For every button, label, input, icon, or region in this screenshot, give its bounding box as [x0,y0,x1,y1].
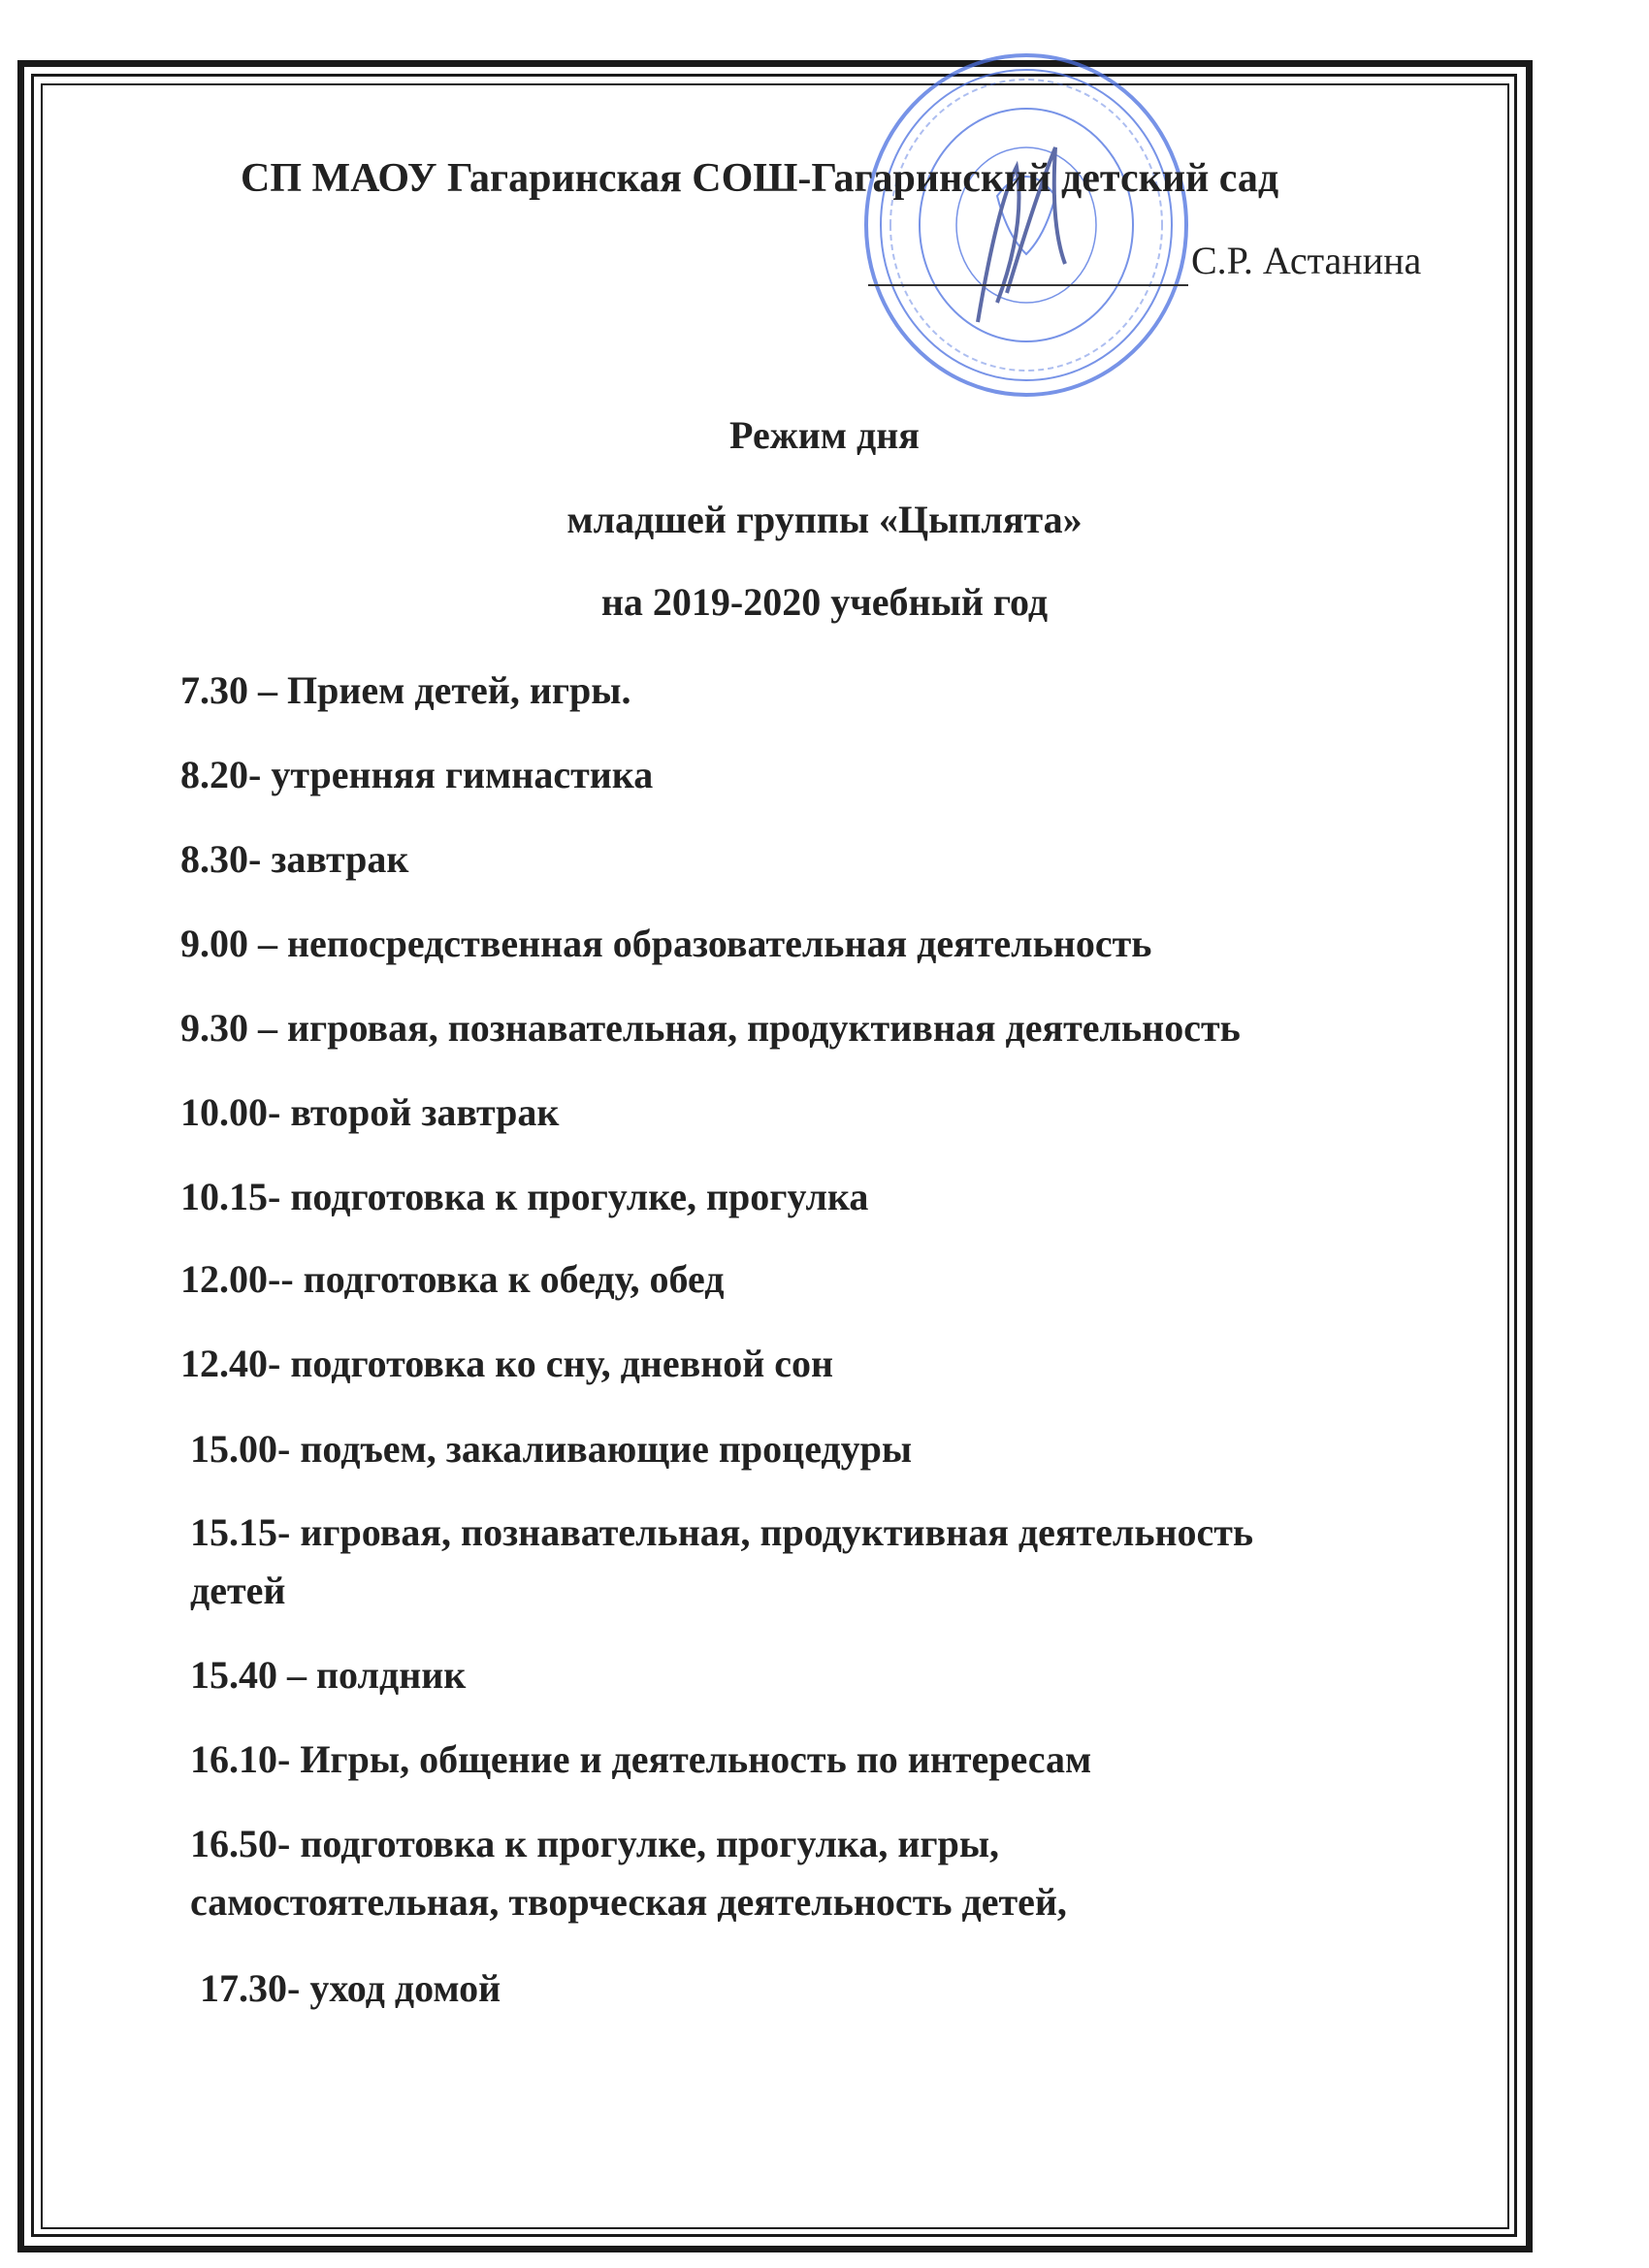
schedule-item: 10.00- второй завтрак [180,1090,560,1134]
schedule-item: 15.15- игровая, познавательная, продуктивная деятельность [190,1510,1254,1554]
schedule-item: 12.00-- подготовка к обеду, обед [180,1257,725,1301]
schedule-item: 12.40- подготовка ко сну, дневной сон [180,1342,834,1385]
schedule-item: 15.00- подъем, закаливающие процедуры [190,1427,913,1471]
schedule-item: 8.20- утренняя гимнастика [180,753,654,796]
schedule-item: 9.30 – игровая, познавательная, продуктивная деятельность [180,1006,1241,1050]
schedule-item: 15.40 – полдник [190,1653,467,1697]
schedule-item: 10.15- подготовка к прогулке, прогулка [180,1175,869,1218]
schedule-item: 8.30- завтрак [180,837,409,881]
heading-line-3: на 2019-2020 учебный год [600,580,1049,624]
schedule-item-continuation: детей [190,1569,286,1612]
organization-title: СП МАОУ Гагаринская СОШ-Гагаринский детский сад [241,156,1279,201]
heading-line-2: младшей группы «Цыплята» [566,498,1083,541]
signature-line [868,284,1188,286]
official-stamp-icon [852,50,1201,400]
schedule-item: 16.50- подготовка к прогулке, прогулка, игры, [190,1822,1000,1865]
schedule-item: 7.30 – Прием детей, игры. [180,668,631,712]
schedule-item: 9.00 – непосредственная образовательная деятельность [180,922,1152,965]
schedule-item: 17.30- уход домой [200,1966,501,2010]
approver-name: С.Р. Астанина [1191,239,1422,282]
schedule-item-continuation: самостоятельная, творческая деятельность детей, [190,1880,1067,1924]
schedule-item: 16.10- Игры, общение и деятельность по интересам [190,1737,1092,1781]
heading-line-1: Режим дня [729,413,920,457]
